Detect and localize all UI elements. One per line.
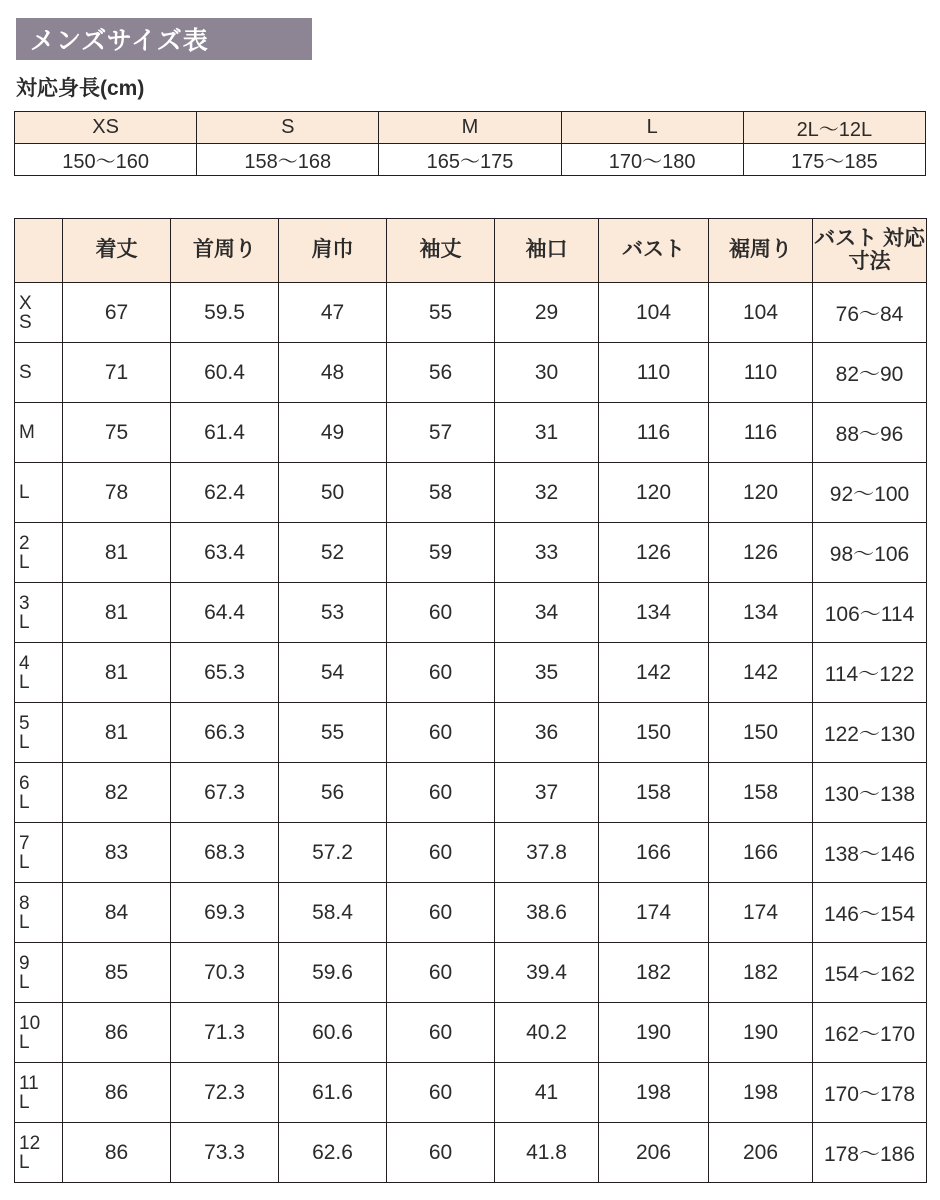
cell-hem: 198 [709, 1063, 813, 1123]
cell-cuff: 40.2 [495, 1003, 599, 1063]
cell-shoulder: 56 [279, 763, 387, 823]
table-row [15, 523, 927, 583]
height-size-cell: S [197, 112, 379, 144]
table-row [15, 943, 927, 1003]
cell-neck: 66.3 [171, 703, 279, 763]
cell-neck: 63.4 [171, 523, 279, 583]
cell-hem: 166 [709, 823, 813, 883]
cell-bust: 198 [599, 1063, 709, 1123]
cell-cuff: 37 [495, 763, 599, 823]
cell-bust-fit: 130〜138 [813, 763, 927, 823]
row-size-line2: L [19, 1091, 30, 1113]
measurements-table-head [15, 219, 927, 283]
table-row [15, 583, 927, 643]
cell-bust: 104 [599, 283, 709, 343]
cell-shoulder: 54 [279, 643, 387, 703]
cell-bust-fit: 106〜114 [813, 583, 927, 643]
column-header-cuff: 袖口 [495, 219, 599, 283]
cell-cuff: 37.8 [495, 823, 599, 883]
column-header-bust-fit [813, 219, 927, 283]
cell-body-length: 78 [63, 463, 171, 523]
row-size-line1: 12 [19, 1132, 41, 1154]
cell-sleeve-length: 60 [387, 583, 495, 643]
height-size-cell: M [379, 112, 561, 144]
cell-cuff: 41 [495, 1063, 599, 1123]
row-header-size [15, 883, 63, 943]
row-header-size [15, 823, 63, 883]
cell-hem: 104 [709, 283, 813, 343]
column-header-bust: バスト [599, 219, 709, 283]
cell-sleeve-length: 55 [387, 283, 495, 343]
height-range-cell: 170〜180 [561, 144, 743, 176]
cell-shoulder: 48 [279, 343, 387, 403]
cell-body-length: 81 [63, 643, 171, 703]
cell-bust-fit: 178〜186 [813, 1123, 927, 1183]
cell-bust-fit: 138〜146 [813, 823, 927, 883]
cell-sleeve-length: 56 [387, 343, 495, 403]
cell-sleeve-length: 60 [387, 943, 495, 1003]
column-header-bust-fit-line1: バスト [814, 227, 878, 251]
table-row [15, 1063, 927, 1123]
height-size-cell: L [561, 112, 743, 144]
row-header-size [15, 463, 63, 523]
cell-bust: 190 [599, 1003, 709, 1063]
table-row [15, 283, 927, 343]
height-table-value-row [15, 144, 926, 176]
height-range-cell: 158〜168 [197, 144, 379, 176]
row-size-line2: L [19, 731, 30, 753]
cell-bust: 110 [599, 343, 709, 403]
cell-bust-fit: 122〜130 [813, 703, 927, 763]
row-size-line1: 8 [19, 892, 30, 914]
cell-sleeve-length: 58 [387, 463, 495, 523]
cell-shoulder: 47 [279, 283, 387, 343]
cell-bust-fit: 76〜84 [813, 283, 927, 343]
cell-bust: 126 [599, 523, 709, 583]
cell-sleeve-length: 60 [387, 1123, 495, 1183]
table-row [15, 643, 927, 703]
cell-hem: 190 [709, 1003, 813, 1063]
cell-cuff: 29 [495, 283, 599, 343]
table-row [15, 823, 927, 883]
measurements-table-body [15, 283, 927, 1183]
cell-body-length: 86 [63, 1003, 171, 1063]
cell-body-length: 75 [63, 403, 171, 463]
row-header-size [15, 703, 63, 763]
cell-body-length: 81 [63, 703, 171, 763]
row-header-size [15, 283, 63, 343]
cell-bust-fit: 88〜96 [813, 403, 927, 463]
cell-neck: 71.3 [171, 1003, 279, 1063]
cell-hem: 142 [709, 643, 813, 703]
cell-neck: 70.3 [171, 943, 279, 1003]
column-header-sleeve-length: 袖丈 [387, 219, 495, 283]
row-size-line1: X [19, 292, 32, 314]
cell-body-length: 81 [63, 523, 171, 583]
row-header-size [15, 1123, 63, 1183]
cell-body-length: 67 [63, 283, 171, 343]
row-size-line2: L [19, 791, 30, 813]
cell-bust-fit: 170〜178 [813, 1063, 927, 1123]
table-row [15, 703, 927, 763]
cell-neck: 60.4 [171, 343, 279, 403]
cell-cuff: 35 [495, 643, 599, 703]
cell-sleeve-length: 59 [387, 523, 495, 583]
height-size-cell: XS [15, 112, 197, 144]
cell-neck: 65.3 [171, 643, 279, 703]
cell-neck: 59.5 [171, 283, 279, 343]
cell-body-length: 81 [63, 583, 171, 643]
cell-bust: 142 [599, 643, 709, 703]
cell-cuff: 30 [495, 343, 599, 403]
row-header-size [15, 403, 63, 463]
cell-neck: 68.3 [171, 823, 279, 883]
row-size-line2: L [19, 1151, 30, 1173]
row-size-line1: 10 [19, 1012, 41, 1034]
height-range-cell: 165〜175 [379, 144, 561, 176]
table-row [15, 1123, 927, 1183]
cell-body-length: 85 [63, 943, 171, 1003]
cell-bust-fit: 162〜170 [813, 1003, 927, 1063]
cell-shoulder: 62.6 [279, 1123, 387, 1183]
cell-neck: 61.4 [171, 403, 279, 463]
cell-cuff: 33 [495, 523, 599, 583]
column-header-body-length: 着丈 [63, 219, 171, 283]
row-header-size [15, 523, 63, 583]
cell-shoulder: 60.6 [279, 1003, 387, 1063]
cell-sleeve-length: 60 [387, 883, 495, 943]
row-header-size [15, 583, 63, 643]
cell-body-length: 86 [63, 1063, 171, 1123]
row-size-line1: 2 [19, 532, 30, 554]
cell-neck: 72.3 [171, 1063, 279, 1123]
measurements-header-row [15, 219, 927, 283]
measurements-table [14, 218, 927, 1183]
cell-shoulder: 52 [279, 523, 387, 583]
cell-cuff: 38.6 [495, 883, 599, 943]
row-size-line1: 5 [19, 712, 30, 734]
cell-hem: 134 [709, 583, 813, 643]
cell-hem: 110 [709, 343, 813, 403]
cell-neck: 62.4 [171, 463, 279, 523]
cell-hem: 174 [709, 883, 813, 943]
cell-neck: 69.3 [171, 883, 279, 943]
cell-bust: 182 [599, 943, 709, 1003]
cell-bust-fit: 146〜154 [813, 883, 927, 943]
row-size-line1: L [19, 482, 30, 503]
cell-hem: 158 [709, 763, 813, 823]
cell-hem: 150 [709, 703, 813, 763]
row-header-size [15, 1063, 63, 1123]
table-row [15, 343, 927, 403]
cell-sleeve-length: 60 [387, 643, 495, 703]
row-size-line1: 9 [19, 952, 30, 974]
cell-cuff: 31 [495, 403, 599, 463]
cell-cuff: 34 [495, 583, 599, 643]
title-banner [16, 18, 312, 60]
row-size-line1: 3 [19, 592, 30, 614]
row-header-size [15, 343, 63, 403]
cell-bust: 206 [599, 1123, 709, 1183]
cell-body-length: 86 [63, 1123, 171, 1183]
cell-cuff: 41.8 [495, 1123, 599, 1183]
height-range-cell: 175〜185 [743, 144, 925, 176]
cell-neck: 73.3 [171, 1123, 279, 1183]
cell-neck: 64.4 [171, 583, 279, 643]
row-size-line1: 7 [19, 832, 30, 854]
cell-shoulder: 61.6 [279, 1063, 387, 1123]
height-size-cell: 2L〜12L [743, 112, 925, 144]
row-header-size [15, 643, 63, 703]
table-row [15, 403, 927, 463]
page-title: メンズサイズ表 [30, 27, 209, 55]
cell-bust: 116 [599, 403, 709, 463]
cell-sleeve-length: 57 [387, 403, 495, 463]
cell-bust-fit: 154〜162 [813, 943, 927, 1003]
row-size-line2: L [19, 611, 30, 633]
column-header-neck: 首周り [171, 219, 279, 283]
row-header-size [15, 1003, 63, 1063]
cell-sleeve-length: 60 [387, 1003, 495, 1063]
cell-shoulder: 59.6 [279, 943, 387, 1003]
row-size-line2: L [19, 911, 30, 933]
column-header-shoulder: 肩巾 [279, 219, 387, 283]
cell-cuff: 32 [495, 463, 599, 523]
cell-shoulder: 50 [279, 463, 387, 523]
row-size-line2: L [19, 1031, 30, 1053]
row-size-line1: 4 [19, 652, 30, 674]
cell-bust: 158 [599, 763, 709, 823]
table-row [15, 1003, 927, 1063]
column-header-hem: 裾周り [709, 219, 813, 283]
cell-bust: 134 [599, 583, 709, 643]
height-table [14, 111, 926, 176]
row-header-size [15, 943, 63, 1003]
row-size-line2: L [19, 671, 30, 693]
height-section-label: 対応身長(cm) [16, 77, 145, 100]
cell-bust-fit: 92〜100 [813, 463, 927, 523]
cell-body-length: 83 [63, 823, 171, 883]
height-table-body [15, 112, 926, 176]
row-size-line1: S [19, 362, 32, 383]
cell-shoulder: 57.2 [279, 823, 387, 883]
row-header-size [15, 763, 63, 823]
cell-bust-fit: 114〜122 [813, 643, 927, 703]
table-row [15, 463, 927, 523]
cell-hem: 120 [709, 463, 813, 523]
cell-hem: 182 [709, 943, 813, 1003]
height-table-header-row [15, 112, 926, 144]
cell-shoulder: 53 [279, 583, 387, 643]
row-size-line1: M [19, 422, 35, 443]
cell-shoulder: 49 [279, 403, 387, 463]
cell-hem: 126 [709, 523, 813, 583]
cell-hem: 206 [709, 1123, 813, 1183]
row-size-line1: 6 [19, 772, 30, 794]
cell-sleeve-length: 60 [387, 703, 495, 763]
cell-cuff: 39.4 [495, 943, 599, 1003]
cell-body-length: 84 [63, 883, 171, 943]
cell-neck: 67.3 [171, 763, 279, 823]
cell-sleeve-length: 60 [387, 823, 495, 883]
row-size-line2: L [19, 851, 30, 873]
cell-bust: 150 [599, 703, 709, 763]
cell-bust: 174 [599, 883, 709, 943]
cell-body-length: 71 [63, 343, 171, 403]
table-row [15, 763, 927, 823]
cell-sleeve-length: 60 [387, 763, 495, 823]
cell-shoulder: 55 [279, 703, 387, 763]
cell-bust: 166 [599, 823, 709, 883]
height-range-cell: 150〜160 [15, 144, 197, 176]
cell-sleeve-length: 60 [387, 1063, 495, 1123]
cell-bust-fit: 98〜106 [813, 523, 927, 583]
table-row [15, 883, 927, 943]
column-header-bust-fit-line2: 対応寸法 [848, 227, 925, 273]
row-size-line2: L [19, 551, 30, 573]
row-size-line1: 11 [19, 1072, 39, 1094]
row-size-line2: L [19, 971, 30, 993]
table-corner-cell [15, 219, 63, 283]
cell-body-length: 82 [63, 763, 171, 823]
cell-cuff: 36 [495, 703, 599, 763]
row-size-line2: S [19, 311, 32, 333]
cell-shoulder: 58.4 [279, 883, 387, 943]
cell-hem: 116 [709, 403, 813, 463]
cell-bust: 120 [599, 463, 709, 523]
cell-bust-fit: 82〜90 [813, 343, 927, 403]
